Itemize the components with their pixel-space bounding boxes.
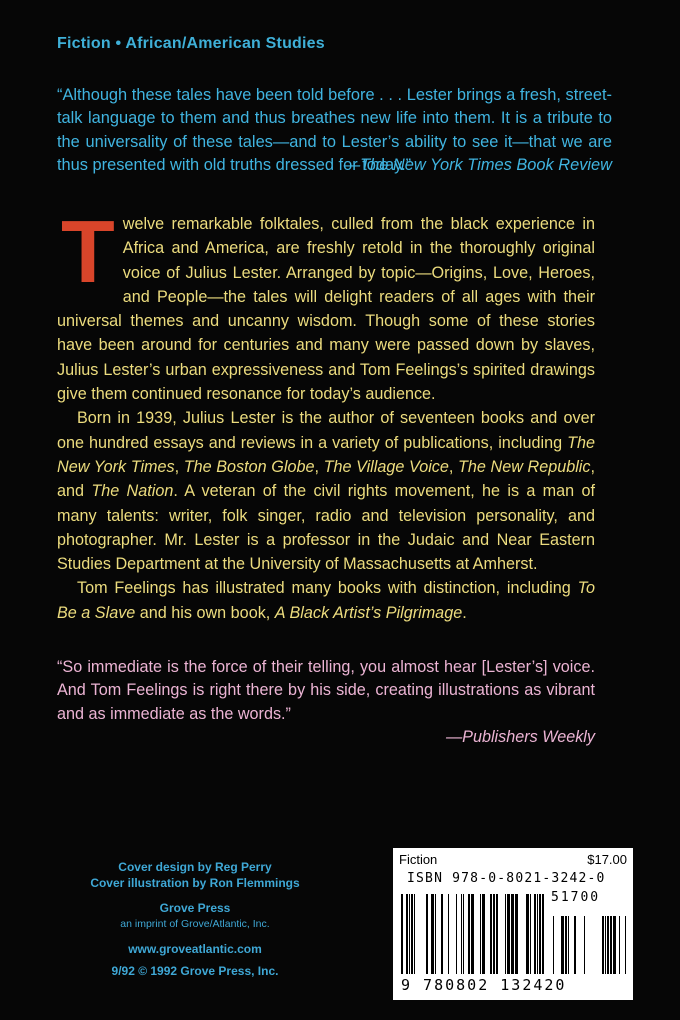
barcode-bar <box>414 894 415 974</box>
illustrator-text-c: . <box>462 603 467 622</box>
barcode-bar <box>448 894 449 974</box>
book-title-to-be-a-slave: To Be a Slave <box>57 579 595 622</box>
barcode-bar <box>441 894 443 974</box>
barcode-bar <box>553 916 554 974</box>
barcode-bar <box>435 894 436 974</box>
barcode-bar <box>530 894 531 974</box>
barcode-bar <box>411 894 413 974</box>
pub-boston-globe: The Boston Globe <box>183 457 315 476</box>
illustrator-text-a: Tom Feelings has illustrated many books with distinction, including <box>77 579 578 598</box>
barcode-bars-icon <box>399 894 631 976</box>
barcode-bar <box>574 916 576 974</box>
pw-quote-text: “So immediate is the force of their telling, you almost hear [Lester’s] voice. And Tom Feelings is right there by his side, creating illustrations as vibrant and as immediate as the words.” <box>57 658 595 723</box>
barcode-bar <box>568 916 569 974</box>
credits-block <box>55 860 335 979</box>
barcode-bar <box>561 916 564 974</box>
barcode-bar <box>496 894 498 974</box>
barcode-bar <box>542 894 544 974</box>
bio-sep: , <box>174 457 184 476</box>
barcode-bar <box>613 916 616 974</box>
barcode-bar <box>515 894 518 974</box>
cover-design-credit: Cover design by Reg Perry <box>118 860 272 874</box>
barcode-category: Fiction <box>399 852 438 867</box>
barcode-bar <box>482 894 485 974</box>
barcode-bar <box>619 916 620 974</box>
publisher-website: www.groveatlantic.com <box>128 942 262 956</box>
publisher-name: Grove Press <box>159 901 231 915</box>
copyright-line: 9/92 © 1992 Grove Press, Inc. <box>111 963 279 978</box>
pub-nation: The Nation <box>91 482 174 501</box>
barcode-bar <box>565 916 567 974</box>
barcode-bar <box>468 894 470 974</box>
illustrator-text-b: and his own book, <box>135 603 275 622</box>
book-title-pilgrimage: A Black Artist’s Pilgrimage <box>274 603 463 622</box>
description-paragraph-1 <box>57 202 595 406</box>
barcode-bar <box>490 894 492 974</box>
book-description <box>57 202 595 625</box>
nyt-quote-attribution: —The New York Times Book Review <box>343 156 612 175</box>
publisher-imprint: an imprint of Grove/Atlantic, Inc. <box>120 917 270 930</box>
barcode-bar <box>409 894 410 974</box>
barcode-bar <box>584 916 585 974</box>
category-line: Fiction • African/American Studies <box>57 35 325 52</box>
barcode-bar <box>607 916 609 974</box>
nyt-quote-text: “Although these tales have been told before . . . Lester brings a fresh, street-talk language to them and thus breathes new life into them. It is a tribute to the universality of these tales—and to Lester’s ability to see it—that we are thus presented with old truths dressed for today.” <box>57 86 612 175</box>
barcode-bar <box>406 894 408 974</box>
bio-sep: , <box>448 457 458 476</box>
barcode-bar <box>480 894 481 974</box>
pub-new-republic: The New Republic <box>458 457 591 476</box>
bio-text-a: Born in 1939, Julius Lester is the author of seventeen books and over one hundred essays and reviews in a variety of publications, including <box>57 409 595 452</box>
cover-illustration-credit: Cover illustration by Ron Flemmings <box>90 875 300 890</box>
barcode-bar <box>505 894 506 974</box>
barcode-addon-number: 51700 <box>551 890 601 905</box>
barcode-bar <box>625 916 626 974</box>
barcode-bar <box>605 916 606 974</box>
barcode-price: $17.00 <box>587 852 627 867</box>
paragraph-1-text: welve remarkable folktales, culled from the black experience in Africa and America, are freshly retold in the thoroughly original voice of Julius Lester. Arranged by topic—Origins, Love, Heroes, and People—the tales will delight readers of all ages with their universal themes and uncanny wisdom. Though some of these stories have been around for centuries and many were passed down by slaves, Julius Lester’s urban expressiveness and Tom Feelings’s spirited drawings give them continued resonance for today’s audience. <box>57 215 595 404</box>
barcode-bar <box>534 894 536 974</box>
barcode-bar <box>463 894 464 974</box>
barcode-bar <box>539 894 541 974</box>
barcode-bar <box>401 894 403 974</box>
barcode-bar <box>456 894 457 974</box>
barcode-bar <box>526 894 529 974</box>
barcode-label <box>393 848 633 1000</box>
barcode-bar <box>507 894 510 974</box>
author-bio-paragraph <box>57 406 595 576</box>
publishers-weekly-quote <box>57 656 595 750</box>
barcode-bar <box>471 894 474 974</box>
bio-text-b: . A veteran of the civil rights movement, he is a man of many talents: writer, folk singer, radio and television personality, and photographer. Mr. Lester is a professor in the Judaic and Near Eastern Studies Department at the University of Massachusetts at Amherst. <box>57 482 595 574</box>
barcode-bar <box>426 894 428 974</box>
barcode-bar <box>461 894 462 974</box>
pub-village-voice: The Village Voice <box>323 457 449 476</box>
barcode-number: 9 780802 132420 <box>401 976 567 994</box>
nyt-review-quote <box>57 84 612 178</box>
barcode-bar <box>537 894 538 974</box>
bio-sep: , <box>314 457 324 476</box>
illustrator-bio-paragraph <box>57 576 595 625</box>
barcode-bar <box>431 894 434 974</box>
isbn-text: ISBN 978-0-8021-3242-0 <box>407 871 606 886</box>
barcode-bar <box>610 916 612 974</box>
barcode-bar <box>493 894 495 974</box>
barcode-bar <box>602 916 604 974</box>
pub-nyt: The New York Times <box>57 433 595 476</box>
barcode-bar <box>511 894 514 974</box>
drop-cap: T <box>61 202 115 301</box>
pw-quote-attribution: —Publishers Weekly <box>445 728 595 747</box>
bio-sep: , and <box>57 457 595 501</box>
